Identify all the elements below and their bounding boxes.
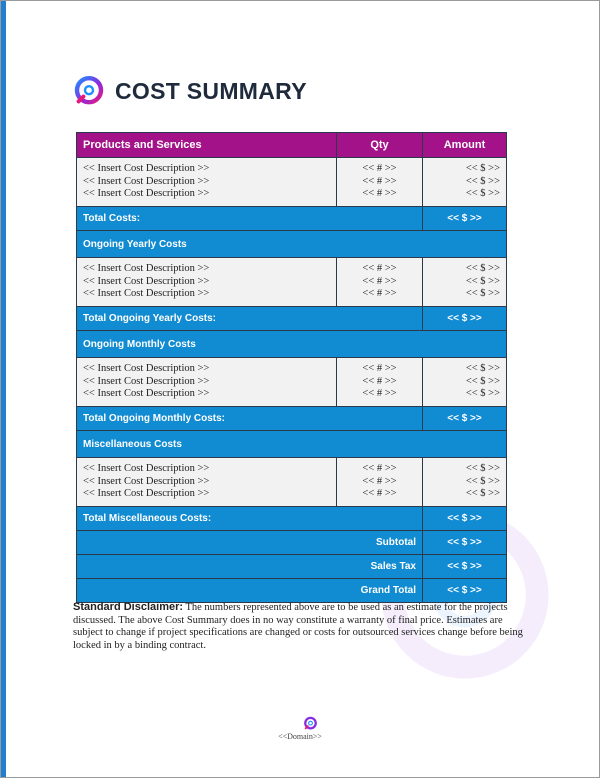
- total-label: Total Costs:: [77, 207, 423, 231]
- amount-value-cell: [423, 258, 507, 307]
- qty-value: << # >>: [362, 363, 397, 375]
- standard-disclaimer: [73, 601, 523, 652]
- qty-value: << # >>: [362, 475, 397, 487]
- amount-value: << $ >>: [465, 475, 500, 487]
- total-row: [77, 507, 507, 531]
- cost-description: << Insert Cost Description >>: [83, 388, 210, 400]
- footer-domain: <<Domain>>: [278, 732, 322, 741]
- qty-value-cell: [337, 458, 423, 507]
- summary-label: Subtotal: [77, 531, 423, 555]
- cost-description: << Insert Cost Description >>: [83, 163, 210, 175]
- summary-row: [77, 531, 507, 555]
- section-label: Miscellaneous Costs: [77, 431, 507, 458]
- qty-value: << # >>: [362, 463, 397, 475]
- total-value: << $ >>: [423, 307, 507, 331]
- summary-row: [77, 579, 507, 603]
- cost-description: << Insert Cost Description >>: [83, 463, 210, 475]
- total-label: Total Ongoing Yearly Costs:: [77, 307, 423, 331]
- amount-value: << $ >>: [465, 463, 500, 475]
- cost-description: << Insert Cost Description >>: [83, 488, 210, 500]
- cost-description-cell: [77, 358, 337, 407]
- cost-description: << Insert Cost Description >>: [83, 175, 210, 187]
- disclaimer-text: The numbers represented above are to be used as an estimate for the projects discussed. The above Cost Summary does in no way constitute a warranty of final price. Estimates are subject to change if project specifications are changed or costs for outsourced services change before being locked in by a binding contract.: [73, 602, 523, 651]
- qty-value: << # >>: [362, 163, 397, 175]
- section-label: Ongoing Monthly Costs: [77, 331, 507, 358]
- column-header-amount: Amount: [423, 133, 507, 158]
- summary-label: Sales Tax: [77, 555, 423, 579]
- total-row: [77, 407, 507, 431]
- table-row: [77, 258, 507, 307]
- amount-value: << $ >>: [465, 163, 500, 175]
- amount-value-cell: [423, 358, 507, 407]
- summary-label: Grand Total: [77, 579, 423, 603]
- amount-value: << $ >>: [465, 488, 500, 500]
- section-label: Ongoing Yearly Costs: [77, 231, 507, 258]
- cost-description: << Insert Cost Description >>: [83, 288, 210, 300]
- qty-value: << # >>: [362, 375, 397, 387]
- qty-value-cell: [337, 358, 423, 407]
- amount-value: << $ >>: [465, 363, 500, 375]
- table-row: [77, 358, 507, 407]
- qty-value: << # >>: [362, 288, 397, 300]
- amount-value-cell: [423, 458, 507, 507]
- cost-description: << Insert Cost Description >>: [83, 188, 210, 200]
- cost-description: << Insert Cost Description >>: [83, 363, 210, 375]
- table-row: [77, 158, 507, 207]
- cost-description: << Insert Cost Description >>: [83, 375, 210, 387]
- total-value: << $ >>: [423, 207, 507, 231]
- table-row: [77, 458, 507, 507]
- column-header-qty: Qty: [337, 133, 423, 158]
- total-label: Total Ongoing Monthly Costs:: [77, 407, 423, 431]
- cost-summary-table: [76, 132, 507, 603]
- qty-value: << # >>: [362, 175, 397, 187]
- summary-value: << $ >>: [423, 531, 507, 555]
- summary-value: << $ >>: [423, 555, 507, 579]
- amount-value: << $ >>: [465, 288, 500, 300]
- total-label: Total Miscellaneous Costs:: [77, 507, 423, 531]
- disclaimer-lead: Standard Disclaimer:: [73, 601, 184, 613]
- footer-logo-icon: [303, 716, 318, 731]
- qty-value-cell: [337, 158, 423, 207]
- brand-logo-icon: [73, 75, 105, 107]
- amount-value: << $ >>: [465, 188, 500, 200]
- cost-description-cell: [77, 458, 337, 507]
- qty-value: << # >>: [362, 188, 397, 200]
- qty-value: << # >>: [362, 275, 397, 287]
- amount-value: << $ >>: [465, 275, 500, 287]
- total-row: [77, 307, 507, 331]
- section-header-row: [77, 431, 507, 458]
- cost-description: << Insert Cost Description >>: [83, 475, 210, 487]
- cost-description: << Insert Cost Description >>: [83, 275, 210, 287]
- total-row: [77, 207, 507, 231]
- qty-value: << # >>: [362, 388, 397, 400]
- qty-value: << # >>: [362, 263, 397, 275]
- amount-value: << $ >>: [465, 388, 500, 400]
- column-header-products: Products and Services: [77, 133, 337, 158]
- page-title: COST SUMMARY: [115, 77, 307, 104]
- amount-value: << $ >>: [465, 175, 500, 187]
- summary-row: [77, 555, 507, 579]
- summary-value: << $ >>: [423, 579, 507, 603]
- total-value: << $ >>: [423, 507, 507, 531]
- qty-value-cell: [337, 258, 423, 307]
- section-header-row: [77, 331, 507, 358]
- cost-description-cell: [77, 158, 337, 207]
- amount-value-cell: [423, 158, 507, 207]
- qty-value: << # >>: [362, 488, 397, 500]
- amount-value: << $ >>: [465, 375, 500, 387]
- amount-value: << $ >>: [465, 263, 500, 275]
- total-value: << $ >>: [423, 407, 507, 431]
- table-header-row: [77, 133, 507, 158]
- section-header-row: [77, 231, 507, 258]
- page-header: [73, 74, 307, 108]
- left-accent-stripe: [1, 1, 6, 777]
- cost-description-cell: [77, 258, 337, 307]
- cost-description: << Insert Cost Description >>: [83, 263, 210, 275]
